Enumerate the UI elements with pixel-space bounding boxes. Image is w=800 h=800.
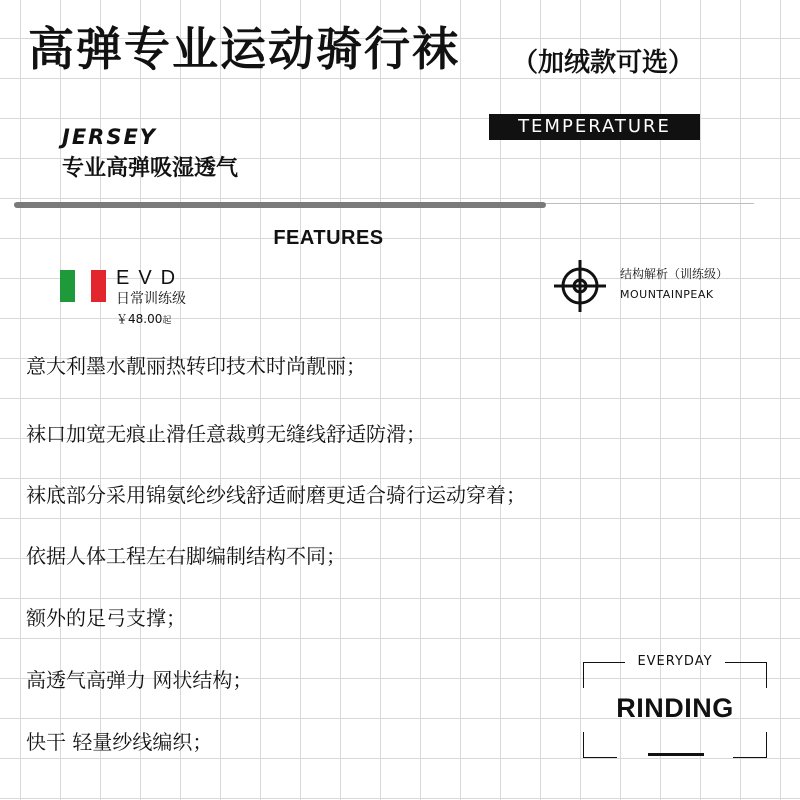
- category-label: JERSEY: [62, 125, 158, 149]
- section-title: FEATURES: [273, 227, 384, 249]
- badge-top-text: EVERYDAY: [637, 654, 713, 669]
- feature-item: 高透气高弹力 网状结构；: [26, 668, 253, 692]
- product-tier: 日常训练级: [116, 291, 186, 307]
- badge-underline: [648, 753, 704, 756]
- page-title-suffix: （加绒款可选）: [512, 48, 695, 78]
- feature-item: 快干 轻量纱线编织；: [26, 730, 213, 754]
- feature-item: 额外的足弓支撑；: [26, 606, 186, 630]
- feature-item: 依据人体工程左右脚编制结构不同；: [26, 544, 346, 568]
- product-price: [116, 313, 171, 326]
- feature-item: 袜底部分采用锦氨纶纱线舒适耐磨更适合骑行运动穿着；: [26, 483, 526, 507]
- divider-bar: [14, 202, 546, 208]
- brand-name: EVD: [116, 267, 185, 289]
- feature-item: 袜口加宽无痕止滑任意裁剪无缝线舒适防滑；: [26, 422, 426, 446]
- temperature-badge: TEMPERATURE: [489, 114, 700, 140]
- page-title: 高弹专业运动骑行袜: [28, 22, 460, 76]
- price-suffix: 起: [162, 316, 172, 326]
- italy-flag-icon: [60, 270, 106, 302]
- price-value: ￥48.00: [116, 312, 163, 326]
- structure-brand: MOUNTAINPEAK: [620, 288, 714, 301]
- tagline: 专业高弹吸湿透气: [62, 156, 239, 181]
- crosshair-icon: [553, 259, 607, 313]
- badge-main-text: RINDING: [616, 693, 734, 723]
- structure-label: 结构解析（训练级）: [620, 267, 729, 281]
- feature-item: 意大利墨水靓丽热转印技术时尚靓丽；: [26, 354, 366, 378]
